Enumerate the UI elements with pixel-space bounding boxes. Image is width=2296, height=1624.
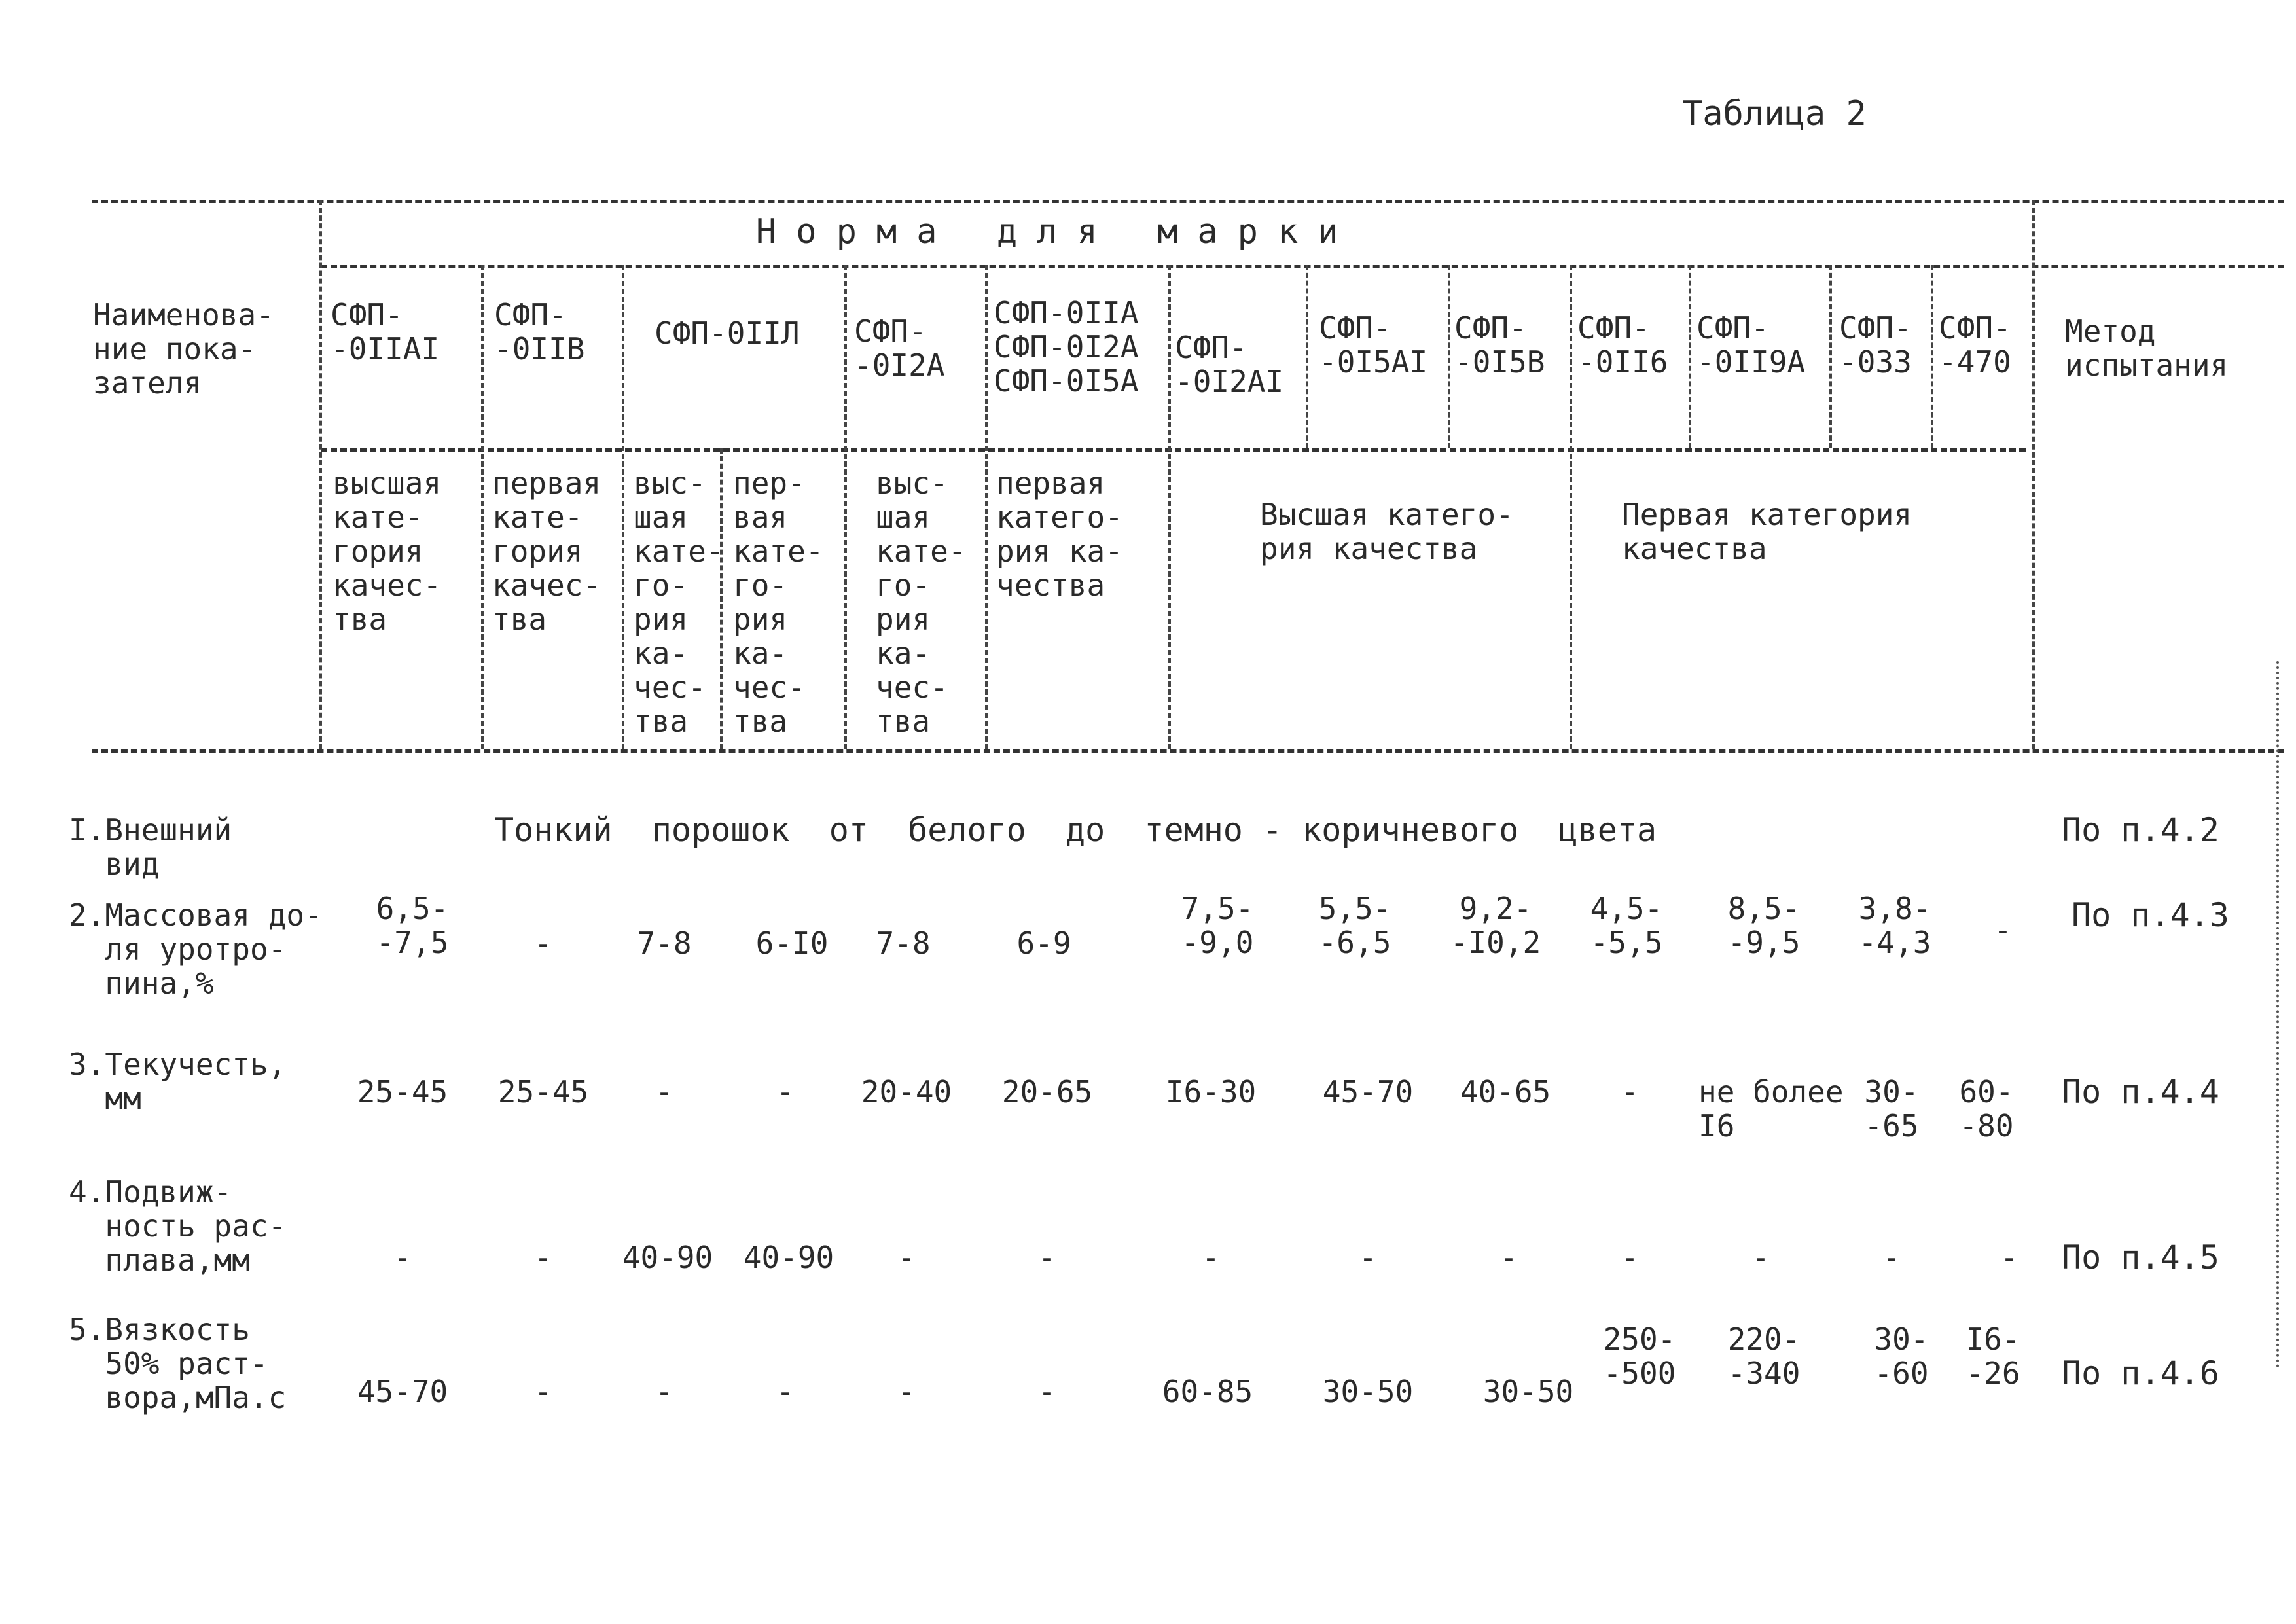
grade-6: СФП- -0I2AI bbox=[1175, 330, 1284, 399]
row-2-value: 7-8 bbox=[876, 926, 931, 961]
grade-2: СФП- -0IIB bbox=[494, 297, 585, 367]
row-2-value: 6,5- -7,5 bbox=[376, 891, 449, 960]
row-1-span-text: Тонкий порошок от белого до темно - коричневого цвета bbox=[494, 811, 1657, 849]
row-3-value: - bbox=[776, 1074, 795, 1110]
category-7: Высшая катего- рия качества bbox=[1260, 497, 1514, 566]
divider-g9 bbox=[1689, 265, 1691, 448]
row-5-value: 45-70 bbox=[357, 1374, 448, 1409]
row-4-value: 40-90 bbox=[743, 1240, 834, 1275]
row-2-value: 4,5- -5,5 bbox=[1590, 891, 1663, 960]
grade-5: СФП-0IIA СФП-0I2A СФП-0I5A bbox=[994, 295, 1139, 399]
row-5-value: 30-50 bbox=[1482, 1374, 1574, 1409]
category-1: высшая кате- гория качес- тва bbox=[332, 465, 442, 637]
divider-g11 bbox=[1931, 265, 1933, 448]
category-4: пер- вая кате- го- рия ка- чес- тва bbox=[733, 465, 824, 739]
row-5-value: - bbox=[1038, 1374, 1056, 1409]
row-2-value: 7-8 bbox=[637, 926, 692, 961]
row-5-value: 250- -500 bbox=[1603, 1322, 1676, 1391]
category-6: первая катего- рия ка- чества bbox=[996, 465, 1123, 603]
grade-8: СФП- -0I5B bbox=[1454, 310, 1545, 380]
row-5-value: 30- -60 bbox=[1874, 1322, 1929, 1391]
row-4-name: 4.Подвиж- ность рас- плава,мм bbox=[69, 1174, 287, 1278]
row-2-value: 5,5- -6,5 bbox=[1318, 891, 1391, 960]
row-3-value: - bbox=[1621, 1074, 1639, 1110]
row-4-value: - bbox=[1202, 1240, 1220, 1275]
row-4-value: 40-90 bbox=[622, 1240, 713, 1275]
category-8: Первая категория качества bbox=[1622, 497, 1912, 566]
row-2-value: - bbox=[534, 926, 552, 961]
header-name: Наименова- ние пока- зателя bbox=[93, 297, 274, 401]
row-1-method: По п.4.2 bbox=[2062, 811, 2219, 849]
row-3-value: 45-70 bbox=[1322, 1074, 1414, 1110]
row-5-method: По п.4.6 bbox=[2062, 1354, 2219, 1392]
divider-name bbox=[319, 200, 322, 749]
row-4-value: - bbox=[2000, 1240, 2018, 1275]
row-4-method: По п.4.5 bbox=[2062, 1238, 2219, 1276]
row-5-value: 60-85 bbox=[1162, 1374, 1253, 1409]
row-5-value: - bbox=[655, 1374, 673, 1409]
row-5-name: 5.Вязкость 50% раст- вора,мПа.с bbox=[69, 1312, 287, 1415]
row-3-value: I6-30 bbox=[1165, 1074, 1257, 1110]
divider-g7 bbox=[1448, 265, 1450, 448]
row-2-value: 7,5- -9,0 bbox=[1181, 891, 1254, 960]
row-3-value: 25-45 bbox=[357, 1074, 448, 1110]
header-norm-title: Норма для марки bbox=[756, 212, 1358, 251]
row-3-value: - bbox=[655, 1074, 673, 1110]
divider-g4 bbox=[985, 265, 988, 749]
row-3-name: 3.Текучесть, мм bbox=[69, 1047, 287, 1116]
row-4-value: - bbox=[1499, 1240, 1518, 1275]
category-2: первая кате- гория качес- тва bbox=[492, 465, 601, 637]
grade-1: СФП- -0IIAI bbox=[331, 297, 440, 367]
divider-method bbox=[2032, 200, 2035, 749]
row-5-value: - bbox=[776, 1374, 795, 1409]
row-2-value: 8,5- -9,5 bbox=[1727, 891, 1801, 960]
row-2-value: 9,2- -I0,2 bbox=[1450, 891, 1541, 960]
category-5: выс- шая кате- го- рия ка- чес- тва bbox=[876, 465, 967, 739]
divider-g10 bbox=[1829, 265, 1832, 448]
row-3-value: 20-65 bbox=[1001, 1074, 1093, 1110]
row-2-value: 6-9 bbox=[1016, 926, 1071, 961]
grade-7: СФП- -0I5AI bbox=[1319, 310, 1428, 380]
row-4-value: - bbox=[1751, 1240, 1770, 1275]
divider-g5 bbox=[1168, 265, 1171, 749]
grade-4: СФП- -0I2A bbox=[854, 314, 945, 383]
row-4-value: - bbox=[1621, 1240, 1639, 1275]
divider-g8 bbox=[1570, 265, 1572, 749]
row-4-value: - bbox=[393, 1240, 412, 1275]
row-3-method: По п.4.4 bbox=[2062, 1073, 2219, 1111]
rule-header-bottom bbox=[92, 749, 2284, 753]
rule-grades-bottom bbox=[321, 448, 2026, 452]
row-2-value: 6-I0 bbox=[755, 926, 829, 961]
row-4-value: - bbox=[897, 1240, 916, 1275]
row-2-method: По п.4.3 bbox=[2072, 896, 2229, 934]
row-4-value: - bbox=[1038, 1240, 1056, 1275]
table-label: Таблица 2 bbox=[1682, 94, 1867, 134]
row-2-value: 3,8- -4,3 bbox=[1858, 891, 1931, 960]
row-3-value: 40-65 bbox=[1460, 1074, 1551, 1110]
row-4-value: - bbox=[534, 1240, 552, 1275]
grade-11: СФП- -033 bbox=[1839, 310, 1912, 380]
grade-9: СФП- -0II6 bbox=[1577, 310, 1668, 380]
row-5-value: I6- -26 bbox=[1965, 1322, 2020, 1391]
row-4-value: - bbox=[1882, 1240, 1901, 1275]
rule-norm-bottom bbox=[321, 265, 2284, 268]
rule-top bbox=[92, 200, 2284, 203]
row-5-value: - bbox=[534, 1374, 552, 1409]
row-5-value: - bbox=[897, 1374, 916, 1409]
row-3-value: 25-45 bbox=[497, 1074, 589, 1110]
grade-3: СФП-0IIЛ bbox=[655, 316, 800, 351]
margin-edge-mark bbox=[2276, 661, 2296, 1368]
grade-10: СФП- -0II9A bbox=[1696, 310, 1806, 380]
row-3-value: не более I6 bbox=[1698, 1074, 1844, 1144]
divider-g6 bbox=[1306, 265, 1308, 448]
divider-g1 bbox=[481, 265, 484, 749]
category-3: выс- шая кате- го- рия ка- чес- тва bbox=[634, 465, 725, 739]
row-1-name: I.Внешний вид bbox=[69, 812, 232, 882]
row-3-value: 30- -65 bbox=[1864, 1074, 1919, 1144]
row-2-value: - bbox=[1994, 912, 2012, 948]
row-3-value: 20-40 bbox=[861, 1074, 952, 1110]
row-4-value: - bbox=[1359, 1240, 1377, 1275]
row-2-name: 2.Массовая до- ля уротро- пина,% bbox=[69, 897, 323, 1001]
header-method: Метод испытания bbox=[2065, 314, 2229, 383]
grade-12: СФП- -470 bbox=[1939, 310, 2011, 380]
divider-g2 bbox=[622, 265, 624, 749]
row-3-value: 60- -80 bbox=[1959, 1074, 2014, 1144]
row-5-value: 30-50 bbox=[1322, 1374, 1414, 1409]
divider-g3 bbox=[844, 265, 847, 749]
row-5-value: 220- -340 bbox=[1727, 1322, 1801, 1391]
